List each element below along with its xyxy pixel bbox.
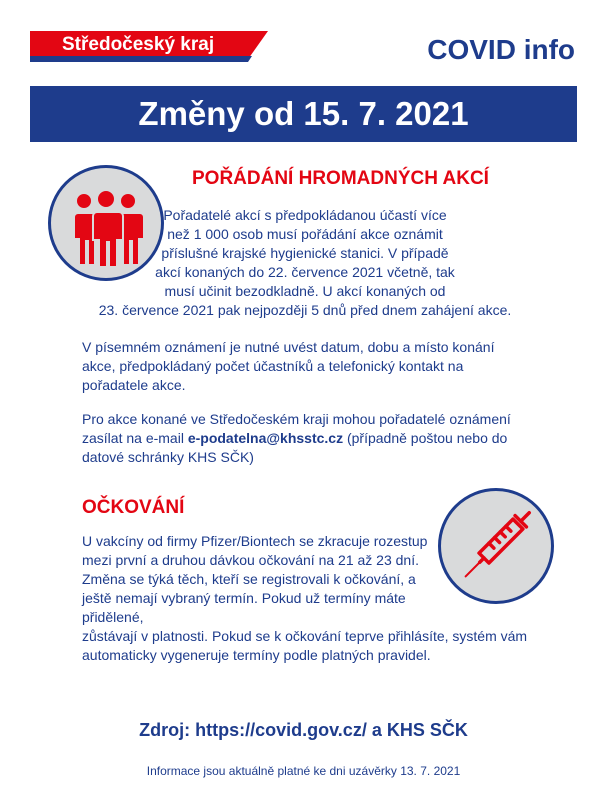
events-heading: POŘÁDÁNÍ HROMADNÝCH AKCÍ [192, 168, 489, 189]
events-line-6: 23. července 2021 pak nejpozději 5 dnů před dnem zahájení akce. [98, 302, 512, 318]
events-line-2: než 1 000 osob musí pořádání akce oznámit [167, 226, 443, 242]
date-banner [30, 86, 577, 142]
vaccination-paragraph-2: zůstávají v platnosti. Pokud se k očkování teprve přihlásíte, systém vám automaticky vygeneruje termíny podle platných pravidel. [82, 628, 528, 663]
syringe-icon [438, 488, 554, 604]
events-paragraph-2: V písemném oznámení je nutné uvést datum, dobu a místo konání akce, předpokládaný počet účastníků a telefonický kontakt na pořadatele akce. [82, 339, 495, 393]
events-line-4: akcí konaných do 22. července 2021 včetně, tak [155, 264, 455, 280]
email-link[interactable]: e-podatelna@khsstc.cz [187, 430, 344, 446]
brand-name: Středočeský kraj [62, 34, 215, 55]
events-line-3: příslušné krajské hygienické stanici. V případě [161, 245, 449, 261]
events-paragraph-3-pre: Pro akce konané ve Středočeském kraji mohou pořadatelé oznámení zasílat na e-mail [82, 411, 511, 446]
events-line-5: musí učinit bezodkladně. U akcí konaných od [164, 283, 446, 299]
page-title: COVID info [427, 34, 575, 65]
events-line-1: Pořadatelé akcí s předpokládanou účastí více [163, 207, 447, 223]
events-paragraph-3-post: (případně poštou nebo do datové schránky KHS SČK) [82, 430, 508, 465]
source-line[interactable]: Zdroj: https://covid.gov.cz/ a KHS SČK [139, 720, 468, 740]
vaccination-heading: OČKOVÁNÍ [82, 497, 185, 518]
vaccination-paragraph-1: U vakcíny od firmy Pfizer/Biontech se zkracuje rozestup mezi první a druhou dávkou očkování na 21 až 23 dní. Změna se týká těch, kteří se registrovali k očkování, a ještě nemají vybraný termín. Pokud už termíny máte přidělené, [82, 533, 428, 625]
banner-title: Změny od 15. 7. 2021 [138, 95, 469, 132]
events-paragraph-3 [82, 410, 522, 467]
events-paragraph-1 [80, 206, 530, 320]
footer-note: Informace jsou aktuálně platné ke dni uzávěrky 13. 7. 2021 [146, 764, 461, 778]
